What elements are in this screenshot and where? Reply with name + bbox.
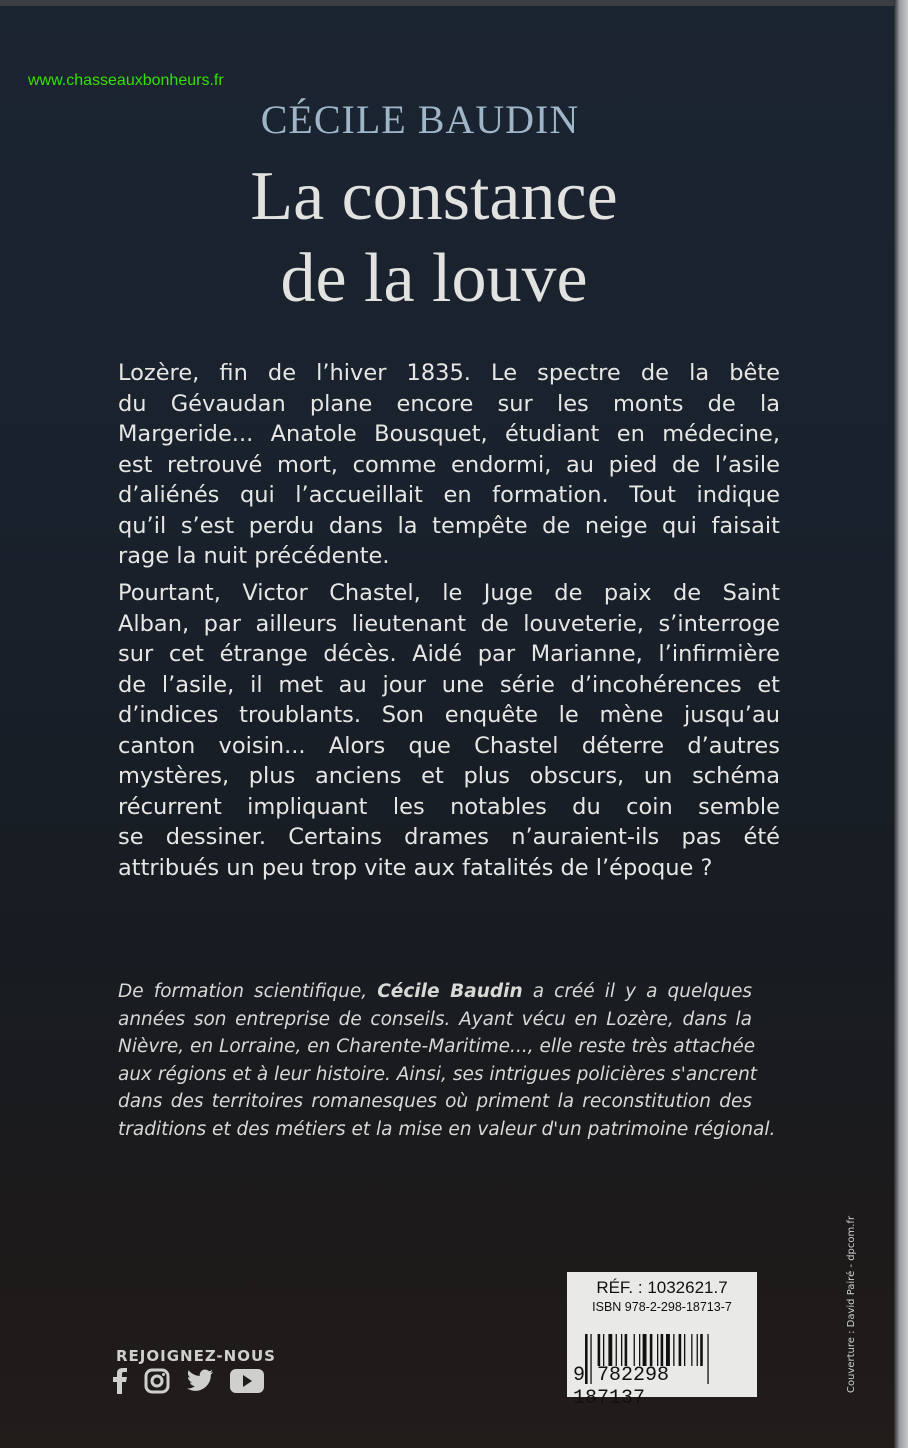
book-title-line-1: La constance [250, 158, 618, 235]
text-line: Lozère, fin de l’hiver 1835. Le spectre de la bête [118, 360, 780, 386]
text-line: années son entreprise de conseils. Ayant vécu en Lozère, dans la [118, 1008, 752, 1030]
barcode-bar [700, 1334, 703, 1366]
barcode-bar [691, 1334, 692, 1366]
text-line: attribués un peu trop vite aux fatalités de l’époque ? [118, 854, 713, 881]
barcode-label [567, 1272, 757, 1410]
text-line: Margeride... Anatole Bousquet, étudiant en médecine, [118, 421, 780, 447]
barcode-bar [657, 1334, 658, 1366]
barcode-bar [697, 1334, 698, 1366]
social-icons [112, 1368, 264, 1398]
barcode-bar [684, 1334, 685, 1366]
cover-right-edge [894, 0, 908, 1448]
barcode-bar [616, 1334, 617, 1366]
text-line: se dessiner. Certains drames n’auraient-ils pas été [118, 824, 780, 850]
text-line: mystères, plus anciens et plus obscurs, un schéma [118, 763, 780, 789]
text-line: traditions et des métiers et la mise en valeur d'un patrimoine régional. [118, 1118, 776, 1140]
text-line: récurrent impliquant les notables du coin semble [118, 793, 780, 820]
bio-line: De formation scientifique, Cécile Baudin a créé il y a quelques [118, 981, 752, 1002]
bio-author-name: Cécile Baudin [377, 981, 523, 1002]
barcode-bar [603, 1334, 604, 1366]
book-title-line-2: de la louve [280, 240, 588, 317]
watermark-url[interactable]: www.chasseauxbonheurs.fr [28, 72, 224, 89]
barcode-bar [598, 1334, 601, 1366]
social-label: REJOIGNEZ-NOUS [116, 1347, 276, 1365]
barcode-bar [625, 1334, 628, 1366]
text-line: Alban, par ailleurs lieutenant de louveterie, s’interroge [118, 610, 780, 637]
summary-paragraph-2 [118, 578, 780, 883]
barcode-bar [661, 1334, 664, 1366]
isbn: ISBN 978-2-298-18713-7 [592, 1300, 732, 1314]
text-line: sur cet étrange décès. Aidé par Marianne, l’infirmière [118, 641, 780, 667]
barcode-bar [666, 1334, 670, 1366]
barcode-bar [639, 1334, 640, 1366]
barcode-bar [650, 1334, 653, 1366]
text-line: rage la nuit précédente. [118, 543, 390, 569]
text-line: d’aliénés qui l’accueillait en formation. Tout indique [118, 482, 780, 508]
barcode-bar [608, 1334, 612, 1366]
author-name: CÉCILE BAUDIN [260, 97, 580, 142]
cover-top-edge [0, 0, 908, 6]
reference-number: RÉF. : 1032621.7 [596, 1278, 728, 1297]
barcode-number: 9 782298 187137 [573, 1364, 670, 1410]
cover-credit: Couverture : David Pairé - dpcom.fr [846, 1215, 857, 1393]
barcode-bar [673, 1334, 674, 1366]
barcode-bar [679, 1334, 682, 1366]
text-line: qu’il s’est perdu dans la tempête de neige qui faisait [118, 512, 780, 539]
text-line: est retrouvé mort, comme endormi, au pied de l’asile [118, 451, 780, 478]
text-line: aux régions et à leur histoire. Ainsi, ses intrigues policières s'ancrent [118, 1063, 758, 1085]
barcode-bar [634, 1334, 635, 1366]
summary-paragraph-1 [118, 358, 780, 572]
text-line: Nièvre, en Lorraine, en Charente-Maritime..., elle reste très attachée [118, 1036, 756, 1057]
youtube-icon[interactable] [230, 1368, 264, 1398]
twitter-icon[interactable] [186, 1369, 214, 1397]
text-line: dans des territoires romanesques où priment la reconstitution des [118, 1091, 752, 1112]
barcode-bar [643, 1334, 647, 1366]
author-bio [118, 978, 776, 1143]
instagram-icon[interactable] [144, 1368, 170, 1398]
text-line: Pourtant, Victor Chastel, le Juge de paix de Saint [118, 580, 780, 606]
text-line: d’indices troublants. Son enquête le mène jusqu’au [118, 702, 780, 728]
text-line: du Gévaudan plane encore sur les monts de la [118, 390, 780, 417]
text-line: de l’asile, il met au jour une série d’incohérences et [118, 671, 780, 698]
facebook-icon[interactable] [112, 1368, 128, 1398]
text-line: canton voisin... Alors que Chastel déterre d’autres [118, 732, 780, 759]
barcode-bar [621, 1334, 622, 1366]
